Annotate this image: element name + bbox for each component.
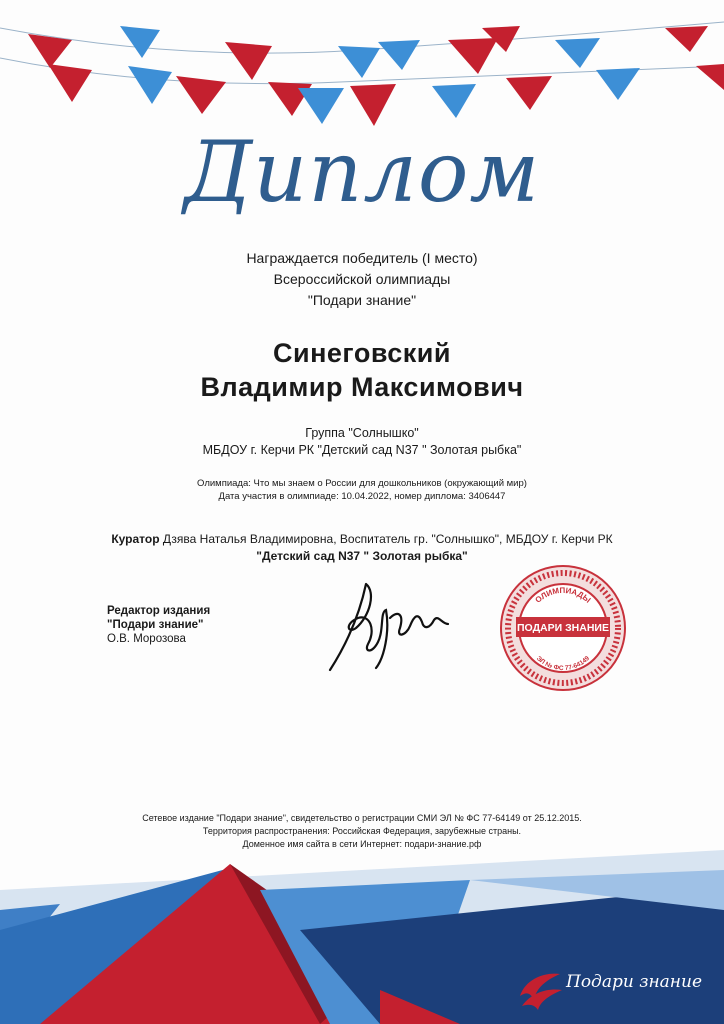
award-text (0, 248, 724, 311)
flag-red (176, 76, 226, 114)
stamp-top-text: ОЛИМПИАДЫ (533, 585, 593, 605)
group-info (0, 425, 724, 459)
group-line: Группа "Солнышко" (305, 426, 419, 440)
flag-red (350, 84, 396, 126)
footer-line: Территория распространения: Российская Федерация, зарубежные страны. (202, 826, 522, 836)
institution-line: МБДОУ г. Керчи РК "Детский сад N37 " Золотая рыбка" (202, 443, 522, 457)
flag-blue (596, 68, 640, 100)
footer-info (0, 812, 724, 851)
flag-blue (555, 38, 600, 68)
editor-info (107, 604, 210, 646)
editor-publication: "Подари знание" (107, 619, 204, 631)
footer-line: Сетевое издание "Подари знание", свидетельство о регистрации СМИ ЭЛ № ФС 77-64149 от 25.12.2015. (142, 813, 582, 823)
curator-info (50, 531, 674, 565)
award-line: Всероссийской олимпиады (273, 271, 451, 287)
stamp-seal-icon (498, 563, 628, 693)
curator-text: Дзява Наталья Владимировна, Воспитатель гр. "Солнышко", МБДОУ г. Керчи РК (159, 532, 613, 546)
signature-icon (318, 572, 468, 682)
recipient-surname: Синеговский (273, 338, 451, 368)
flag-blue (378, 40, 420, 70)
curator-line2: "Детский сад N37 " Золотая рыбка" (256, 549, 468, 563)
flag-red (48, 64, 92, 102)
curator-label: Куратор (111, 532, 160, 546)
award-line: "Подари знание" (307, 292, 417, 308)
olympiad-info (0, 477, 724, 503)
stamp-bottom-text: ЭЛ № ФС 77-64149 (534, 655, 592, 673)
flag-blue (128, 66, 172, 104)
flag-blue (338, 46, 380, 78)
flag-red (665, 26, 708, 52)
award-line: Награждается победитель (I место) (246, 250, 478, 266)
bottom-decoration (0, 850, 724, 1024)
editor-name: О.В. Морозова (107, 633, 186, 645)
flame-logo-icon (516, 966, 564, 1012)
editor-label: Редактор издания (107, 605, 211, 617)
diploma-title: Диплом (183, 123, 541, 221)
recipient-name (0, 336, 724, 404)
flag-red (448, 38, 498, 74)
flag-blue (120, 26, 160, 58)
flag-red (696, 64, 724, 90)
footer-line: Доменное имя сайта в сети Интернет: подари-знание.рф (242, 839, 482, 849)
flag-red (506, 76, 552, 110)
flag-red (225, 42, 272, 80)
olympiad-topic: Олимпиада: Что мы знаем о России для дошкольников (окружающий мир) (197, 478, 527, 489)
flag-blue (298, 88, 344, 124)
participation-date: Дата участия в олимпиаде: 10.04.2022, номер диплома: 3406447 (218, 491, 506, 502)
brand-name: Подари знание (566, 972, 703, 992)
stamp-center-text: ПОДАРИ ЗНАНИЕ (517, 622, 609, 634)
recipient-given-names: Владимир Максимович (200, 372, 524, 402)
flag-blue (432, 84, 476, 118)
